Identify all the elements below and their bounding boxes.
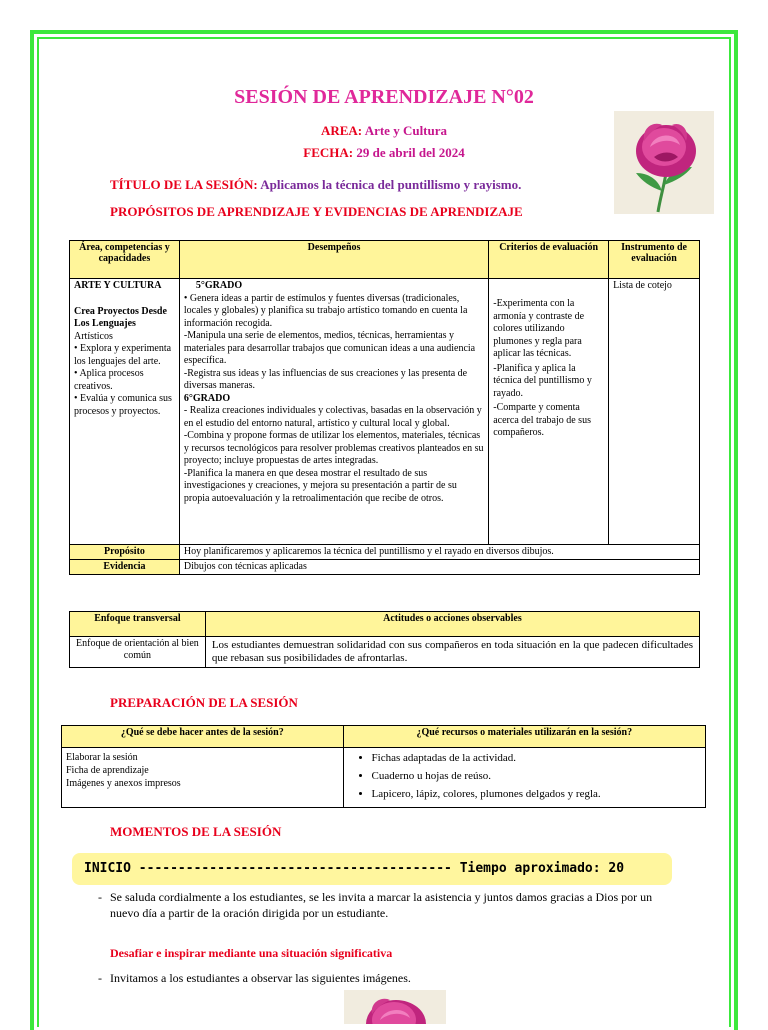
saludo-text: Se saluda cordialmente a los estudiantes, se les invita a marcar la asistencia y juntos damos gracias a Dios por un nuevo día a partir de la oración dirigida por un estudiante.: [110, 890, 653, 920]
titulo-value: Aplicamos la técnica del puntillismo y rayismo.: [260, 177, 522, 192]
antes-1: Elaborar la sesión: [66, 752, 138, 763]
header-desempenos: Desempeños: [179, 241, 488, 279]
rose-icon-bottom: [344, 990, 446, 1024]
enfoque-table: [69, 611, 700, 668]
criterio-1: -Experimenta con la armonía y contraste de colores utilizando plumones y regla para aplicar las técnicas.: [493, 298, 585, 359]
recurso-1: • Fichas adaptadas de la actividad.: [372, 752, 701, 764]
propositos-table: [69, 240, 700, 575]
evidencia-value: Dibujos con técnicas aplicadas: [179, 560, 699, 575]
recursos-cell: [343, 748, 705, 808]
titulo-sesion: [110, 177, 521, 193]
rose-icon: [614, 111, 714, 214]
desafiar-heading: Desafiar e inspirar mediante una situación significativa: [110, 946, 393, 960]
capacidad-1: • Explora y experimenta los lenguajes del arte.: [74, 343, 172, 367]
inicio-dashes: ----------------------------------------: [138, 861, 452, 876]
competencia-tail: Artísticos: [74, 330, 113, 342]
area-value: Arte y Cultura: [364, 123, 448, 138]
fecha-value: 29 de abril del 2024: [356, 145, 465, 160]
desempeno-6-2: -Combina y propone formas de utilizar los elementos, materiales, técnicas y recursos tecnológicos para resolver problemas creativos planteados en su proyecto; incluye propuestas de artes integradas.: [183, 430, 484, 466]
rose-image: [614, 111, 714, 214]
header-criterios: Criterios de evaluación: [489, 241, 609, 279]
area-cell: [70, 279, 180, 545]
inicio-bar: [72, 853, 672, 885]
fecha-label: FECHA:: [303, 145, 354, 160]
criterio-3: -Comparte y comenta acerca del trabajo de sus compañeros.: [493, 402, 591, 438]
instrumento-cell: [609, 279, 700, 545]
actitud-value: Los estudiantes demuestran solidaridad con sus compañeros en toda situación en la que padecen dificultades que rebasan sus posibilidades de afrontarlas.: [205, 637, 699, 668]
desempeno-5-2: -Manipula una serie de elementos, medios, técnicas, herramientas y materiales para desarrollar trabajos que comunican ideas a una audiencia específica.: [183, 330, 476, 366]
preparacion-heading: PREPARACIÓN DE LA SESIÓN: [110, 695, 298, 710]
header-enfoque: Enfoque transversal: [70, 612, 206, 637]
titulo-label: TÍTULO DE LA SESIÓN:: [110, 177, 258, 192]
grado-5: 5°GRADO: [195, 280, 243, 291]
header-actitudes: Actitudes o acciones observables: [205, 612, 699, 637]
desempeno-5-1: • Genera ideas a partir de estímulos y fuentes diversas (tradicionales, locales y globales) y planifica su trabajo artístico tomando en cuenta la información recogida.: [183, 292, 468, 329]
header-antes: ¿Qué se debe hacer antes de la sesión?: [62, 726, 344, 748]
tiempo-aproximado: Tiempo aproximado: 20: [459, 861, 625, 876]
invitamos-text: Invitamos a los estudiantes a observar las siguientes imágenes.: [110, 971, 411, 985]
rose-image-bottom: [344, 990, 446, 1024]
instrumento-value: Lista de cotejo: [613, 280, 672, 291]
antes-2: Ficha de aprendizaje: [66, 765, 149, 776]
competencia-title: Crea Proyectos Desde Los Lenguajes: [74, 305, 167, 329]
invitamos-paragraph: - Invitamos a los estudiantes a observar las siguientes imágenes.: [98, 970, 668, 986]
area-label: AREA:: [320, 123, 363, 138]
enfoque-value: Enfoque de orientación al bien común: [70, 637, 206, 668]
capacidad-3: • Evalúa y comunica sus procesos y proyectos.: [74, 393, 172, 417]
recurso-2: • Cuaderno u hojas de reúso.: [372, 770, 701, 782]
capacidad-2: • Aplica procesos creativos.: [74, 368, 144, 392]
criterio-2: -Planifica y aplica la técnica del puntillismo y rayado.: [493, 362, 592, 399]
momentos-heading: MOMENTOS DE LA SESIÓN: [110, 824, 282, 839]
header-recursos: ¿Qué recursos o materiales utilizarán en la sesión?: [343, 726, 705, 748]
area-title: ARTE Y CULTURA: [74, 280, 162, 291]
antes-cell: [62, 748, 344, 808]
preparacion-table: [61, 725, 706, 808]
evidencia-label: Evidencia: [70, 560, 180, 575]
desempeno-6-1: - Realiza creaciones individuales y colectivas, basadas en la observación y en el estudio del entorno natural, artístico y cultural local y global.: [183, 405, 482, 429]
recurso-3: • Lapicero, lápiz, colores, plumones delgados y regla.: [372, 788, 701, 800]
desempeno-5-3: -Registra sus ideas y las influencias de sus creaciones y las presenta de diversas maneras.: [183, 367, 468, 391]
inicio-label: INICIO: [84, 861, 131, 876]
header-area: Área, competencias y capacidades: [70, 241, 180, 279]
saludo-paragraph: - Se saluda cordialmente a los estudiantes, se les invita a marcar la asistencia y juntos damos gracias a Dios por un nuevo día a partir de la oración dirigida por un estudiante.: [98, 889, 668, 921]
criterios-cell: [489, 279, 609, 545]
proposito-label: Propósito: [70, 545, 180, 560]
propositos-heading: PROPÓSITOS DE APRENDIZAJE Y EVIDENCIAS DE APRENDIZAJE: [110, 204, 523, 219]
header-instrumento: Instrumento de evaluación: [609, 241, 700, 279]
desempenos-cell: [179, 279, 488, 545]
antes-3: Imágenes y anexos impresos: [66, 778, 181, 789]
page-title: SESIÓN DE APRENDIZAJE N°02: [234, 86, 534, 108]
grado-6: 6°GRADO: [183, 392, 231, 404]
desempeno-6-3: -Planifica la manera en que desea mostrar el resultado de sus investigaciones y creaciones, y mejora su presentación a partir de su propia autoevaluación y la retroalimentación que recibe de otros.: [183, 467, 457, 504]
proposito-value: Hoy planificaremos y aplicaremos la técnica del puntillismo y el rayado en diversos dibujos.: [179, 545, 699, 560]
